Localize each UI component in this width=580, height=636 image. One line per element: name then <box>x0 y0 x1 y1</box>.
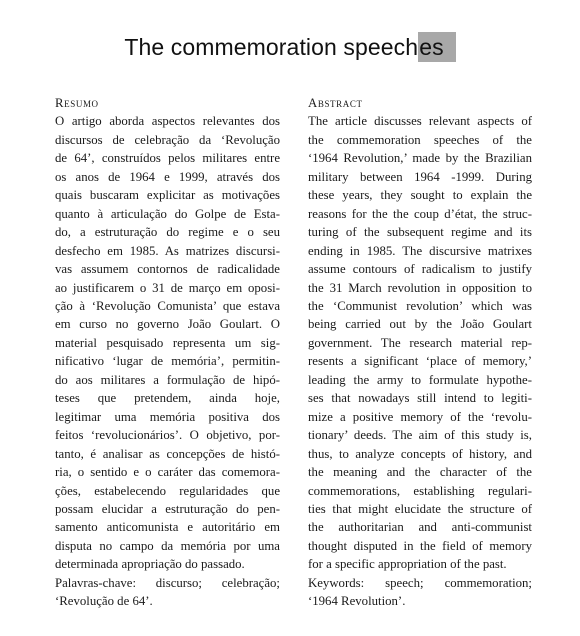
abstract-line: reasons for the the coup d’état, the struc- <box>308 206 532 221</box>
abstract-line: turing of the subsequent regime and its <box>308 225 532 240</box>
resumo-line: ao justificarem o 31 de março em oposi- <box>55 280 280 295</box>
abstract-line: leading the army to formulate hypothe- <box>308 372 532 387</box>
abstract-line: these years, they sought to explain the <box>308 188 532 203</box>
resumo-line: possam elucidar a estruturação do pen- <box>55 501 280 516</box>
abstract-line: tionary’ deeds. The aim of this study is, <box>308 428 532 443</box>
abstract-line: being carried out by the João Goulart <box>308 317 532 332</box>
resumo-line: quais buscaram explicitar as motivações <box>55 188 280 203</box>
resumo-line: samento anticomunista e autoritário em <box>55 520 280 535</box>
resumo-line: discursos de celebração da ‘Revolução <box>55 132 280 147</box>
resumo-line: de 64’, construídos pelos militares entre <box>55 151 280 166</box>
resumo-keywords-line: ‘Revolução de 64’. <box>55 594 153 609</box>
resumo-line: os anos de 1964 e 1999, através dos <box>55 169 280 184</box>
abstract-line: ses that nowadays still intend to legiti- <box>308 391 532 406</box>
abstract-line: the 31 March revolution in opposition to <box>308 280 532 295</box>
abstract-line: assume contours of radicalism to justify <box>308 262 532 277</box>
resumo-keywords <box>55 574 280 611</box>
resumo-line: disputa no campo da memória por uma <box>55 538 280 553</box>
abstract-line: the ‘Communist revolution’ which was <box>308 298 532 313</box>
resumo-section <box>55 94 280 611</box>
resumo-line: desfecho em 1985. As matrizes discursi- <box>55 243 280 258</box>
resumo-line: material pesquisado representa um sig- <box>55 335 280 350</box>
resumo-line: vas assumem contornos de radicalidade <box>55 262 280 277</box>
abstract-line: government. The research material rep- <box>308 335 532 350</box>
abstract-line: thought disputed in the field of memory <box>308 538 532 553</box>
resumo-keywords-line: Palavras-chave: discurso; celebração; <box>55 575 280 590</box>
abstract-body <box>308 112 532 573</box>
resumo-line: ção à ‘Revolução Comunista’ que estava <box>55 298 280 313</box>
resumo-line: teses que pretendem, ainda hoje, <box>55 391 280 406</box>
abstract-line: ‘1964 Revolution,’ made by the Brazilian <box>308 151 532 166</box>
abstract-line: thus, to analyze concepts of history, and <box>308 446 532 461</box>
resumo-line: ria, o sentido e o caráter das comemora- <box>55 465 280 480</box>
page-title <box>0 34 580 61</box>
resumo-line: legitimar uma memória positiva dos <box>55 409 280 424</box>
abstract-line: military between 1964 -1999. During <box>308 169 532 184</box>
abstract-line: mize a positive memory of the ‘revolu- <box>308 409 532 424</box>
selection-highlight: es <box>418 32 456 62</box>
abstract-line: for a specific appropriation of the past. <box>308 557 507 572</box>
abstract-keywords <box>308 574 532 611</box>
resumo-line: tanto, é analisar as concepções de histó- <box>55 446 280 461</box>
abstract-line: commemorations, establishing regulari- <box>308 483 532 498</box>
resumo-line: do aos militares a formulação de hipó- <box>55 372 280 387</box>
resumo-line: quanto à articulação do Golpe de Esta- <box>55 206 280 221</box>
resumo-body <box>55 112 280 573</box>
abstract-line: ties that might elucidate the structure of <box>308 501 532 516</box>
resumo-heading: Resumo <box>55 96 99 110</box>
abstract-section <box>308 94 532 611</box>
abstract-line: the meaning and the character of the <box>308 465 532 480</box>
abstract-line: ending in 1985. The discursive matrixes <box>308 243 532 258</box>
abstract-keywords-line: ‘1964 Revolution’. <box>308 594 406 609</box>
abstract-line: the commemoration speeches of the <box>308 132 532 147</box>
resumo-line: ções, estabelecendo regularidades que <box>55 483 280 498</box>
resumo-line: O artigo aborda aspectos relevantes dos <box>55 114 280 129</box>
abstract-keywords-line: Keywords: speech; commemoration; <box>308 575 532 590</box>
resumo-line: determinada apropriação do passado. <box>55 557 245 572</box>
abstract-line: the authoritarian and anti-communist <box>308 520 532 535</box>
abstract-heading: Abstract <box>308 96 363 110</box>
resumo-line: feitos ‘revolucionários’. O objetivo, por- <box>55 428 280 443</box>
abstract-line: resents a significant ‘place of memory,’ <box>308 354 532 369</box>
abstract-line: The article discusses relevant aspects of <box>308 114 532 129</box>
resumo-line: nificativo ‘lugar de memória’, permitin- <box>55 354 280 369</box>
title-main: The commemoration speech <box>124 34 419 60</box>
resumo-line: do, a estruturação do regime e o seu <box>55 225 280 240</box>
resumo-line: em curso no governo João Goulart. O <box>55 317 280 332</box>
